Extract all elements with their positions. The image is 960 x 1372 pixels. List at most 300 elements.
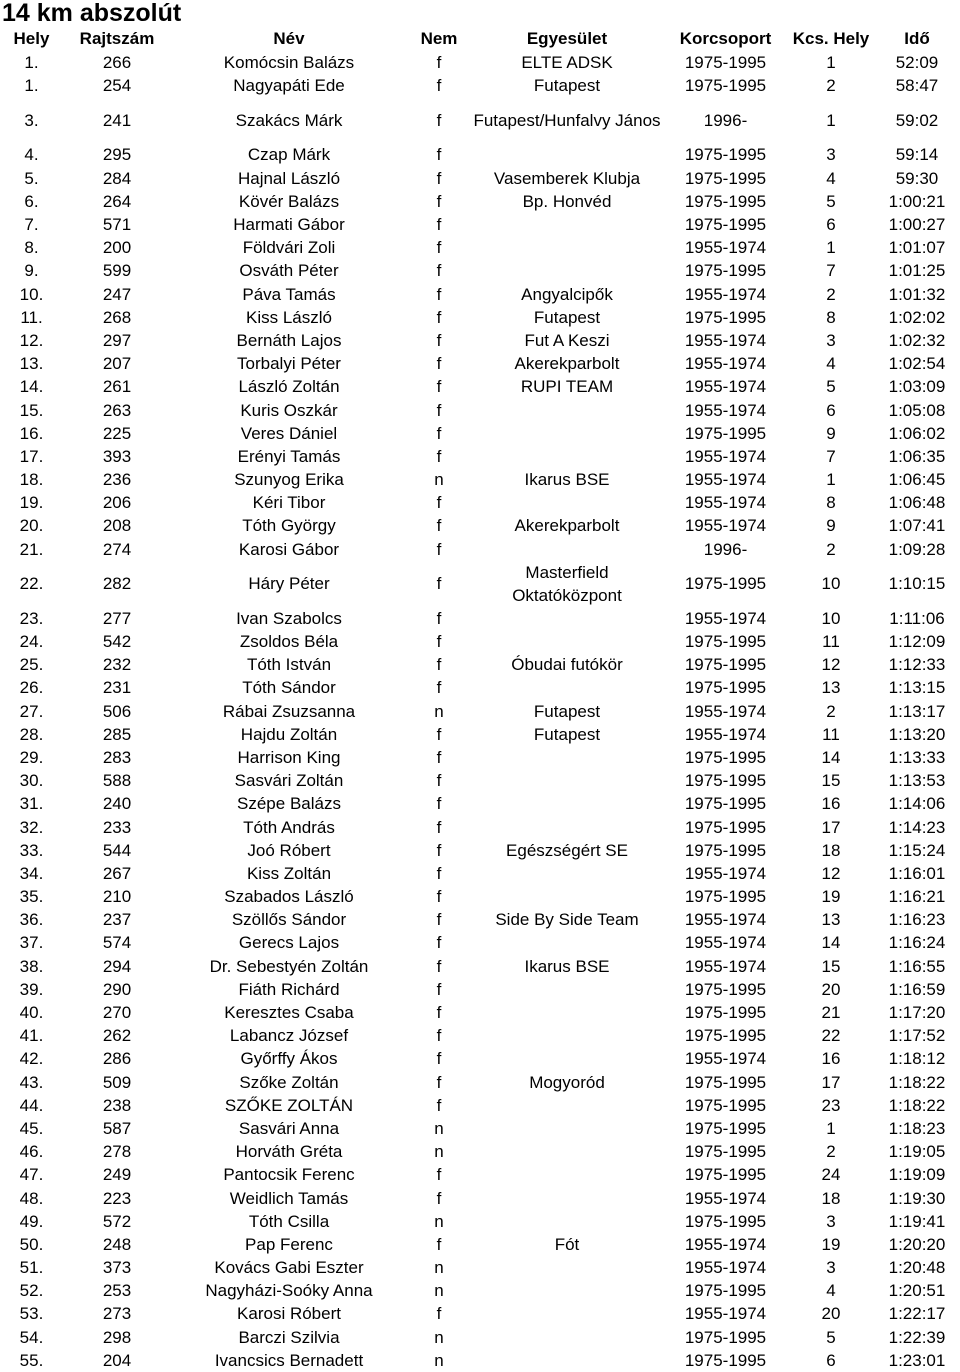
- cell-kcs-hely: 3: [826, 1211, 836, 1231]
- cell-nev: Kövér Balázs: [238, 191, 340, 211]
- cell-egyesulet: Futapest: [533, 307, 601, 327]
- cell-rajtszam: 266: [102, 53, 132, 73]
- cell-ido: 1:20:48: [888, 1258, 946, 1278]
- cell-ido: 1:13:53: [888, 771, 946, 791]
- cell-hely: 55.: [19, 1350, 44, 1370]
- cell-kcs-hely: 5: [826, 1327, 836, 1347]
- table-row: [0, 306, 960, 329]
- cell-ido: 1:06:48: [888, 493, 946, 513]
- cell-nem: f: [436, 284, 442, 304]
- header-row: [0, 27, 960, 51]
- cell-hely: 18.: [19, 470, 44, 490]
- cell-korcsoport: 1955-1974: [684, 1049, 767, 1069]
- cell-ido: 1:07:41: [888, 516, 946, 536]
- cell-hely: 11.: [20, 307, 43, 327]
- table-row: [0, 167, 960, 190]
- cell-nev: Sasvári Anna: [238, 1118, 340, 1138]
- table-row: [0, 769, 960, 792]
- cell-korcsoport: 1955-1974: [684, 933, 767, 953]
- cell-korcsoport: 1975-1995: [684, 1118, 767, 1138]
- cell-korcsoport: 1955-1974: [684, 284, 767, 304]
- cell-nem: n: [434, 1258, 444, 1278]
- cell-hely: 45.: [19, 1118, 44, 1138]
- cell-ido: 1:19:41: [888, 1211, 946, 1231]
- cell-nev: Ivancsics Bernadett: [214, 1350, 364, 1370]
- cell-nev: László Zoltán: [238, 377, 340, 397]
- cell-egyesulet: [471, 236, 663, 259]
- cell-rajtszam: 232: [102, 655, 132, 675]
- cell-hely: 31.: [19, 794, 44, 814]
- cell-rajtszam: 200: [102, 238, 132, 258]
- cell-kcs-hely: 2: [826, 701, 836, 721]
- cell-korcsoport: 1955-1974: [684, 400, 767, 420]
- cell-kcs-hely: 15: [821, 956, 841, 976]
- cell-kcs-hely: 16: [821, 794, 841, 814]
- cell-nem: f: [436, 1003, 442, 1023]
- cell-hely: 36.: [19, 910, 44, 930]
- cell-nev: Pap Ferenc: [245, 1234, 333, 1254]
- cell-kcs-hely: 10: [821, 608, 841, 628]
- cell-hely: 12.: [19, 330, 44, 350]
- table-row: [0, 1024, 960, 1047]
- cell-rajtszam: 544: [102, 840, 132, 860]
- table-row: [0, 468, 960, 491]
- cell-rajtszam: 237: [102, 910, 132, 930]
- cell-egyesulet: Side By Side Team: [495, 910, 639, 930]
- cell-nev: Szöllős Sándor: [231, 910, 347, 930]
- cell-hely: 32.: [19, 817, 44, 837]
- cell-hely: 14.: [19, 377, 44, 397]
- cell-kcs-hely: 24: [821, 1165, 841, 1185]
- cell-nev: Szabados László: [224, 887, 354, 907]
- cell-ido: 1:20:51: [888, 1281, 946, 1301]
- cell-ido: 1:18:22: [888, 1095, 946, 1115]
- cell-nem: f: [436, 76, 442, 96]
- cell-hely: 24.: [19, 632, 44, 652]
- cell-korcsoport: 1975-1995: [684, 1026, 767, 1046]
- cell-egyesulet: Vasemberek Klubja: [493, 168, 641, 188]
- cell-nev: Keresztes Csaba: [224, 1003, 354, 1023]
- cell-kcs-hely: 10: [821, 574, 841, 594]
- cell-rajtszam: 238: [102, 1095, 132, 1115]
- cell-korcsoport: 1955-1974: [684, 516, 767, 536]
- cell-nem: f: [436, 632, 442, 652]
- cell-kcs-hely: 2: [826, 76, 836, 96]
- cell-kcs-hely: 17: [821, 1072, 841, 1092]
- cell-kcs-hely: 11: [822, 632, 840, 652]
- cell-rajtszam: 294: [102, 956, 132, 976]
- results-table: [0, 27, 960, 1372]
- cell-rajtszam: 225: [102, 423, 132, 443]
- cell-korcsoport: 1955-1974: [684, 1258, 767, 1278]
- cell-korcsoport: 1975-1995: [684, 423, 767, 443]
- cell-rajtszam: 599: [102, 261, 132, 281]
- cell-nev: Erényi Tamás: [237, 446, 341, 466]
- cell-hely: 41.: [19, 1026, 44, 1046]
- cell-hely: 53.: [19, 1304, 44, 1324]
- table-row: [0, 329, 960, 352]
- cell-egyesulet: [471, 885, 663, 908]
- cell-rajtszam: 254: [102, 76, 132, 96]
- cell-korcsoport: 1955-1974: [684, 330, 767, 350]
- cell-rajtszam: 373: [102, 1258, 132, 1278]
- table-row: [0, 700, 960, 723]
- cell-nev: Kiss László: [246, 307, 332, 327]
- cell-ido: 1:16:59: [888, 979, 946, 999]
- cell-rajtszam: 233: [102, 817, 132, 837]
- cell-nev: Szépe Balázs: [237, 794, 341, 814]
- cell-egyesulet: [471, 1302, 663, 1325]
- cell-hely: 39.: [19, 979, 44, 999]
- cell-hely: 16.: [19, 423, 44, 443]
- table-row: [0, 607, 960, 630]
- cell-ido: 1:00:27: [888, 215, 946, 235]
- cell-nem: f: [436, 53, 442, 73]
- cell-ido: 1:16:21: [888, 887, 946, 907]
- cell-nem: f: [436, 956, 442, 976]
- cell-ido: 1:09:28: [888, 539, 946, 559]
- cell-egyesulet: [471, 538, 663, 561]
- header-egyesulet: Egyesület: [526, 29, 608, 48]
- cell-egyesulet: [471, 931, 663, 954]
- cell-ido: 1:22:39: [888, 1327, 946, 1347]
- cell-rajtszam: 262: [102, 1026, 132, 1046]
- cell-nev: Harmati Gábor: [233, 215, 345, 235]
- cell-kcs-hely: 2: [826, 284, 836, 304]
- cell-nem: f: [436, 110, 442, 130]
- cell-ido: 1:18:12: [888, 1049, 946, 1069]
- cell-nev: Komócsin Balázs: [223, 53, 355, 73]
- cell-nev: Tóth István: [246, 655, 332, 675]
- cell-rajtszam: 261: [102, 377, 132, 397]
- cell-nev: Harrison King: [237, 747, 341, 767]
- cell-egyesulet: RUPI TEAM: [520, 377, 614, 397]
- cell-nev: Szakács Márk: [235, 110, 343, 130]
- cell-nev: Osváth Péter: [239, 261, 339, 281]
- cell-rajtszam: 297: [102, 330, 132, 350]
- cell-egyesulet: [471, 445, 663, 468]
- cell-egyesulet: [471, 1001, 663, 1024]
- cell-egyesulet: Futapest/Hunfalvy János: [473, 110, 661, 130]
- cell-kcs-hely: 18: [821, 1188, 841, 1208]
- cell-hely: 4.: [24, 145, 39, 165]
- cell-nem: f: [436, 655, 442, 675]
- cell-kcs-hely: 9: [826, 516, 836, 536]
- cell-rajtszam: 240: [102, 794, 132, 814]
- cell-egyesulet: Futapest: [533, 76, 601, 96]
- cell-egyesulet: Angyalcipők: [521, 284, 613, 304]
- cell-nev: Ivan Szabolcs: [236, 608, 342, 628]
- cell-egyesulet: [471, 1024, 663, 1047]
- cell-nev: Dr. Sebestyén Zoltán: [209, 956, 369, 976]
- cell-korcsoport: 1975-1995: [684, 1281, 767, 1301]
- cell-rajtszam: 588: [102, 771, 132, 791]
- table-row: [0, 259, 960, 282]
- cell-egyesulet: [471, 491, 663, 514]
- cell-nem: f: [436, 771, 442, 791]
- cell-hely: 40.: [19, 1003, 44, 1023]
- cell-nem: f: [436, 145, 442, 165]
- cell-ido: 1:13:33: [888, 747, 946, 767]
- table-row: [0, 283, 960, 306]
- cell-hely: 52.: [19, 1281, 44, 1301]
- cell-nem: f: [436, 400, 442, 420]
- cell-nem: f: [436, 191, 442, 211]
- cell-kcs-hely: 14: [821, 933, 841, 953]
- cell-egyesulet: [471, 259, 663, 282]
- cell-kcs-hely: 7: [826, 261, 836, 281]
- cell-ido: 1:13:15: [888, 678, 946, 698]
- cell-nem: f: [436, 377, 442, 397]
- cell-kcs-hely: 19: [821, 887, 841, 907]
- cell-nem: f: [436, 817, 442, 837]
- cell-egyesulet: [471, 676, 663, 699]
- cell-ido: 1:05:08: [888, 400, 946, 420]
- cell-korcsoport: 1975-1995: [684, 191, 767, 211]
- cell-nem: f: [436, 516, 442, 536]
- cell-hely: 42.: [19, 1049, 44, 1069]
- cell-egyesulet: [471, 815, 663, 838]
- cell-nem: f: [436, 794, 442, 814]
- cell-ido: 1:03:09: [888, 377, 946, 397]
- cell-rajtszam: 542: [102, 632, 132, 652]
- cell-korcsoport: 1955-1974: [684, 354, 767, 374]
- cell-kcs-hely: 14: [821, 747, 841, 767]
- table-row: [0, 1186, 960, 1209]
- cell-rajtszam: 290: [102, 979, 132, 999]
- cell-hely: 50.: [19, 1234, 44, 1254]
- cell-nem: f: [436, 910, 442, 930]
- cell-korcsoport: 1975-1995: [684, 655, 767, 675]
- cell-nem: n: [434, 1281, 444, 1301]
- cell-nem: f: [436, 354, 442, 374]
- table-row: [0, 143, 960, 166]
- cell-nem: f: [436, 238, 442, 258]
- cell-kcs-hely: 16: [821, 1049, 841, 1069]
- cell-nev: Barczi Szilvia: [238, 1327, 340, 1347]
- cell-egyesulet: Ikarus BSE: [524, 956, 610, 976]
- table-row: [0, 561, 960, 607]
- cell-nev: Veres Dániel: [240, 423, 338, 443]
- cell-nem: n: [434, 701, 444, 721]
- cell-kcs-hely: 15: [821, 771, 841, 791]
- cell-egyesulet: [471, 422, 663, 445]
- cell-kcs-hely: 21: [821, 1003, 841, 1023]
- cell-nev: Zsoldos Béla: [239, 632, 339, 652]
- cell-kcs-hely: 13: [821, 678, 841, 698]
- table-row: [0, 1210, 960, 1233]
- cell-rajtszam: 236: [102, 470, 132, 490]
- cell-korcsoport: 1996-: [703, 110, 748, 130]
- cell-korcsoport: 1975-1995: [684, 1350, 767, 1370]
- table-row: [0, 1233, 960, 1256]
- cell-kcs-hely: 6: [826, 215, 836, 235]
- table-row: [0, 74, 960, 97]
- cell-kcs-hely: 1: [826, 470, 836, 490]
- cell-ido: 1:02:54: [888, 354, 946, 374]
- cell-ido: 1:01:32: [888, 284, 946, 304]
- cell-ido: 1:14:06: [888, 794, 946, 814]
- cell-ido: 1:17:20: [888, 1003, 946, 1023]
- cell-hely: 10.: [19, 284, 44, 304]
- header-rajtszam: Rajtszám: [79, 29, 155, 48]
- cell-rajtszam: 264: [102, 191, 132, 211]
- table-row: [0, 746, 960, 769]
- cell-ido: 1:19:30: [888, 1188, 946, 1208]
- cell-ido: 1:06:45: [888, 470, 946, 490]
- cell-nem: f: [436, 1304, 442, 1324]
- table-row: [0, 885, 960, 908]
- cell-korcsoport: 1975-1995: [684, 215, 767, 235]
- cell-ido: 59:14: [895, 145, 939, 165]
- cell-rajtszam: 278: [102, 1142, 132, 1162]
- cell-korcsoport: 1955-1974: [684, 863, 767, 883]
- cell-kcs-hely: 3: [826, 1258, 836, 1278]
- cell-kcs-hely: 6: [826, 400, 836, 420]
- cell-nev: Horváth Gréta: [235, 1142, 343, 1162]
- cell-hely: 47.: [19, 1165, 44, 1185]
- cell-rajtszam: 248: [102, 1234, 132, 1254]
- cell-nev: Győrffy Ákos: [240, 1049, 338, 1069]
- cell-egyesulet: [471, 1140, 663, 1163]
- cell-rajtszam: 295: [102, 145, 132, 165]
- cell-kcs-hely: 19: [821, 1234, 841, 1254]
- cell-hely: 51.: [19, 1258, 44, 1278]
- cell-hely: 22.: [19, 574, 44, 594]
- cell-korcsoport: 1975-1995: [684, 747, 767, 767]
- cell-kcs-hely: 2: [826, 1142, 836, 1162]
- table-header: [0, 27, 960, 51]
- cell-nem: f: [436, 168, 442, 188]
- cell-nev: Torbalyi Péter: [237, 354, 341, 374]
- table-row: [0, 908, 960, 931]
- cell-nev: Bernáth Lajos: [236, 330, 342, 350]
- cell-nev: Weidlich Tamás: [229, 1188, 349, 1208]
- cell-kcs-hely: 17: [821, 817, 841, 837]
- cell-nem: f: [436, 215, 442, 235]
- cell-hely: 3.: [24, 110, 39, 130]
- table-row: [0, 1117, 960, 1140]
- cell-korcsoport: 1955-1974: [684, 493, 767, 513]
- cell-egyesulet: Óbudai futókör: [511, 655, 623, 675]
- cell-ido: 1:02:32: [888, 330, 946, 350]
- cell-hely: 19.: [19, 493, 44, 513]
- cell-rajtszam: 286: [102, 1049, 132, 1069]
- cell-nev: SZŐKE ZOLTÁN: [224, 1095, 354, 1115]
- cell-nem: f: [436, 1049, 442, 1069]
- cell-ido: 1:06:35: [888, 446, 946, 466]
- cell-ido: 1:01:07: [888, 238, 946, 258]
- cell-rajtszam: 277: [102, 608, 132, 628]
- cell-hely: 1.: [24, 76, 39, 96]
- cell-hely: 43.: [19, 1072, 44, 1092]
- cell-korcsoport: 1955-1974: [684, 701, 767, 721]
- cell-ido: 1:16:23: [888, 910, 946, 930]
- cell-hely: 37.: [19, 933, 44, 953]
- cell-nem: f: [436, 979, 442, 999]
- table-row: [0, 978, 960, 1001]
- cell-rajtszam: 263: [102, 400, 132, 420]
- cell-kcs-hely: 1: [826, 238, 836, 258]
- cell-rajtszam: 207: [102, 354, 132, 374]
- table-row: [0, 1140, 960, 1163]
- cell-korcsoport: 1955-1974: [684, 377, 767, 397]
- cell-nev: Szunyog Erika: [234, 470, 344, 490]
- cell-rajtszam: 285: [102, 724, 132, 744]
- cell-korcsoport: 1955-1974: [684, 1234, 767, 1254]
- cell-nem: n: [434, 1118, 444, 1138]
- cell-hely: 33.: [19, 840, 44, 860]
- cell-egyesulet: Fót: [554, 1234, 580, 1254]
- cell-korcsoport: 1975-1995: [684, 794, 767, 814]
- cell-korcsoport: 1975-1995: [684, 1003, 767, 1023]
- table-row: [0, 538, 960, 561]
- cell-nem: f: [436, 608, 442, 628]
- cell-egyesulet: [471, 1256, 663, 1279]
- cell-nev: Sasvári Zoltán: [234, 771, 344, 791]
- cell-ido: 1:06:02: [888, 423, 946, 443]
- cell-egyesulet: [471, 792, 663, 815]
- cell-nev: Pantocsik Ferenc: [223, 1165, 355, 1185]
- cell-kcs-hely: 12: [821, 655, 841, 675]
- cell-kcs-hely: 20: [821, 979, 841, 999]
- cell-korcsoport: 1975-1995: [684, 1095, 767, 1115]
- cell-nev: Hajdu Zoltán: [240, 724, 338, 744]
- header-hely: Hely: [13, 29, 50, 48]
- cell-ido: 1:19:09: [888, 1165, 946, 1185]
- cell-hely: 38.: [19, 956, 44, 976]
- cell-nem: n: [434, 1142, 444, 1162]
- table-body: [0, 51, 960, 1372]
- cell-hely: 8.: [24, 238, 39, 258]
- cell-hely: 5.: [24, 168, 39, 188]
- cell-nem: f: [436, 1165, 442, 1185]
- table-row: [0, 1071, 960, 1094]
- cell-egyesulet: [471, 143, 663, 166]
- cell-rajtszam: 208: [102, 516, 132, 536]
- cell-nev: Joó Róbert: [247, 840, 331, 860]
- cell-egyesulet: Akerekparbolt: [514, 516, 620, 536]
- cell-hely: 30.: [19, 771, 44, 791]
- cell-nem: f: [436, 307, 442, 327]
- cell-korcsoport: 1975-1995: [684, 1165, 767, 1185]
- cell-nem: f: [436, 1188, 442, 1208]
- cell-rajtszam: 231: [102, 678, 132, 698]
- cell-kcs-hely: 12: [821, 863, 841, 883]
- table-row: [0, 1279, 960, 1302]
- cell-nev: Gerecs Lajos: [238, 933, 340, 953]
- cell-egyesulet: [471, 630, 663, 653]
- cell-korcsoport: 1975-1995: [684, 817, 767, 837]
- cell-kcs-hely: 11: [822, 724, 840, 744]
- cell-nem: f: [436, 1234, 442, 1254]
- cell-korcsoport: 1975-1995: [684, 771, 767, 791]
- cell-nem: n: [434, 1327, 444, 1347]
- cell-korcsoport: 1955-1974: [684, 910, 767, 930]
- cell-nem: f: [436, 678, 442, 698]
- cell-ido: 1:17:52: [888, 1026, 946, 1046]
- cell-kcs-hely: 22: [821, 1026, 841, 1046]
- table-row: [0, 955, 960, 978]
- cell-nev: Kiss Zoltán: [246, 863, 332, 883]
- cell-korcsoport: 1975-1995: [684, 53, 767, 73]
- table-row: [0, 792, 960, 815]
- cell-egyesulet: [471, 1117, 663, 1140]
- cell-korcsoport: 1955-1974: [684, 956, 767, 976]
- cell-nev: Fiáth Richárd: [238, 979, 340, 999]
- cell-nem: f: [436, 747, 442, 767]
- cell-ido: 1:01:25: [888, 261, 946, 281]
